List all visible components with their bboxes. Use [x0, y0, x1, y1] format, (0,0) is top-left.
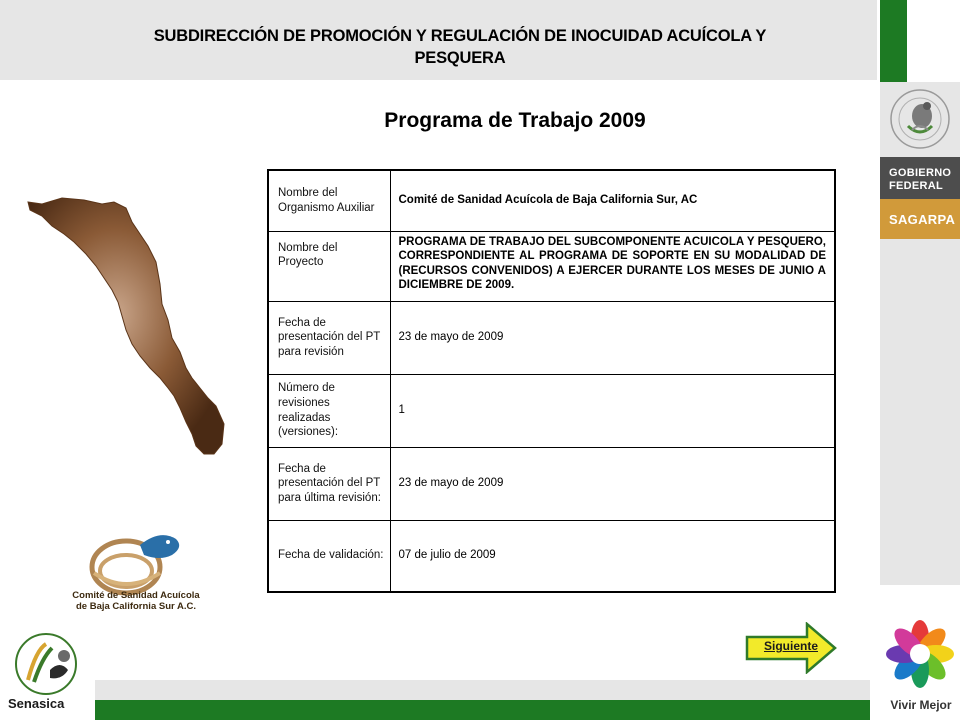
- flower-logo-icon: [884, 618, 956, 690]
- table-row: [268, 170, 835, 231]
- page-title: Programa de Trabajo 2009: [384, 109, 646, 132]
- row-value: Comité de Sanidad Acuícola de Baja California Sur, AC: [390, 170, 835, 231]
- baja-california-sur-map-icon: [22, 192, 232, 462]
- row-value: 23 de mayo de 2009: [390, 301, 835, 374]
- row-label: Fecha de presentación del PT para revisión: [268, 301, 390, 374]
- row-value: 07 de julio de 2009: [390, 520, 835, 592]
- gobierno-line2: FEDERAL: [889, 180, 944, 192]
- gobierno-federal-block: [880, 157, 960, 203]
- senasica-logo-icon: [6, 630, 86, 705]
- row-value: 23 de mayo de 2009: [390, 447, 835, 520]
- program-info-table: [267, 169, 836, 593]
- header-title: [90, 25, 830, 69]
- table-row: [268, 231, 835, 301]
- table-row: [268, 447, 835, 520]
- vivir-mejor-label: Vivir Mejor: [890, 698, 952, 712]
- sagarpa-block: [880, 199, 960, 239]
- committee-logo-line1: Comité de Sanidad Acuícola: [72, 590, 200, 601]
- row-label: Nombre del Organismo Auxiliar: [268, 170, 390, 231]
- row-label: Fecha de validación:: [268, 520, 390, 592]
- row-label: Nombre del Proyecto: [268, 231, 390, 301]
- footer-green-band: [95, 700, 870, 720]
- row-label: Número de revisiones realizadas (versiones):: [268, 374, 390, 447]
- senasica-label: Senasica: [8, 696, 65, 711]
- sagarpa-label: SAGARPA: [889, 211, 956, 227]
- gobierno-line1: GOBIERNO: [889, 167, 952, 179]
- committee-logo-text: [66, 590, 206, 612]
- flag-stripes: [880, 0, 960, 82]
- table-row: [268, 520, 835, 592]
- table-row: [268, 374, 835, 447]
- committee-logo-line2: de Baja California Sur A.C.: [75, 601, 196, 612]
- mexican-coat-of-arms-icon: [884, 86, 956, 152]
- row-value: PROGRAMA DE TRABAJO DEL SUBCOMPONENTE ACUICOLA Y PESQUERO, CORRESPONDIENTE AL PROGRAMA DE SOPORTE EN SU MODALIDAD DE (RECURSOS CONVENIDOS) A EJERCER DURANTE LOS MESES DE JUNIO A DICIEMBRE DE 2009.: [390, 231, 835, 301]
- row-value: 1: [390, 374, 835, 447]
- row-label: Fecha de presentación del PT para última revisión:: [268, 447, 390, 520]
- footer-gray-band: [95, 680, 870, 700]
- header-title-line1: SUBDIRECCIÓN DE PROMOCIÓN Y REGULACIÓN DE INOCUIDAD ACUÍCOLA Y: [153, 27, 767, 45]
- table-row: [268, 301, 835, 374]
- next-button-label[interactable]: Siguiente: [763, 639, 818, 653]
- header-title-line2: PESQUERA: [414, 49, 506, 67]
